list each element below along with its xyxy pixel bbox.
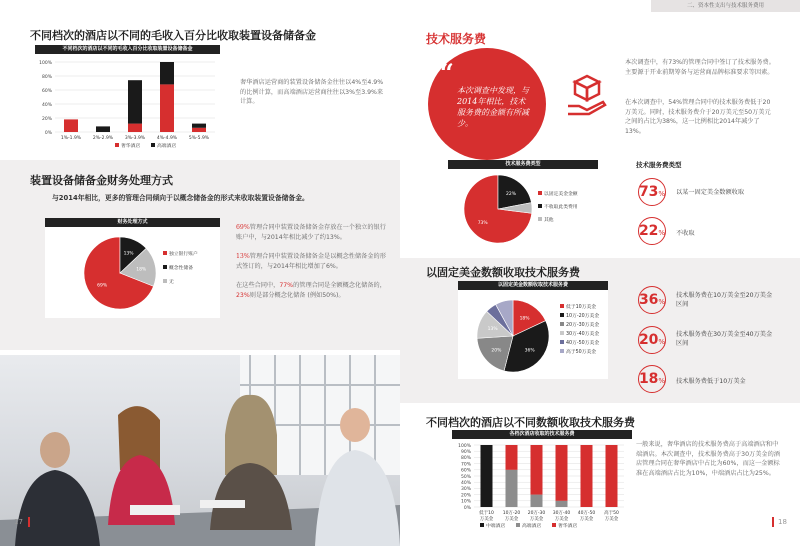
legend-swatch — [151, 143, 155, 147]
legend-label: 不收取此类费用 — [544, 205, 578, 210]
section4-title: 以固定美金数额收取技术服务费 — [426, 266, 580, 279]
y-tick-label: 20% — [460, 493, 471, 499]
legend-label: 独立银行账户 — [169, 252, 198, 257]
bar-奢华酒店 — [128, 124, 142, 132]
x-tick-label: 万美金 — [479, 517, 494, 522]
chart5-title: 各档次酒店收取的技术服务费 — [452, 430, 632, 439]
legend-swatch — [538, 191, 542, 195]
legend-swatch — [516, 523, 520, 527]
legend-label: 40万-50万美金 — [566, 341, 600, 346]
section1-text: 奢华酒店运营商的装置设备储备金往往以4%至4.9%的比例计算，而高端酒店运营商往往以3%至3.9%来计算。 — [240, 79, 384, 105]
x-tick-label: 万美金 — [529, 517, 544, 522]
badge-22-text: 不收取 — [676, 230, 695, 237]
legend-label: 20万-30万美金 — [566, 323, 600, 328]
bar-高端酒店 — [128, 80, 142, 123]
legend-swatch — [560, 331, 564, 335]
section3-p1: 本次调查中，有73%的管理合同中签订了技术服务费。主要源于开业前期筹备与运营商品牌标准要求等因素。 — [625, 59, 775, 76]
x-tick-label: 高于50 — [604, 511, 619, 516]
pie-value-label: 13% — [123, 251, 134, 257]
x-tick-label: 20万-30 — [527, 511, 546, 516]
x-tick-label: 低于10 — [479, 511, 494, 516]
y-tick-label: 20% — [41, 116, 52, 122]
legend-label: 无 — [169, 280, 174, 285]
section2-p2 — [236, 252, 386, 271]
bar-奢华酒店 — [606, 445, 618, 507]
page-number-right: 18 — [778, 518, 787, 526]
x-tick-label: 5%-5.9% — [188, 136, 210, 141]
y-tick-label: 80% — [41, 74, 52, 80]
chart3-title: 技术服务费类型 — [448, 160, 598, 169]
bar-奢华酒店 — [556, 445, 568, 501]
x-tick-label: 4%-4.9% — [156, 136, 178, 141]
legend-label: 奢华酒店 — [121, 144, 141, 149]
bar-奢华酒店 — [531, 445, 543, 495]
y-tick-label: 40% — [460, 481, 471, 486]
page-number-left: 17 — [14, 518, 23, 526]
office-photo-illustration — [0, 355, 400, 546]
x-tick-label: 万美金 — [504, 517, 519, 522]
chart2-title: 财务处理方式 — [45, 218, 220, 227]
x-tick-label: 2%-2.9% — [92, 136, 114, 141]
bar-高端酒店 — [506, 470, 518, 507]
bar-高端酒店 — [531, 495, 543, 507]
bar-高端酒店 — [556, 501, 568, 507]
section3-p2: 在本次调查中，54%管理合同中的技术服务费低于20万美元。同时，技术服务费介于20万美元至50万美元之间的占比为38%，这一比例相比2014年减少了13%。 — [625, 99, 771, 135]
legend-swatch — [163, 279, 167, 283]
page-marker-right — [772, 517, 774, 527]
y-tick-label: 30% — [460, 487, 471, 493]
badge-20-text: 技术服务费在30万美金至40万美金区间 — [676, 331, 773, 347]
x-tick-label: 1%-1.9% — [60, 136, 82, 141]
y-tick-label: 80% — [460, 456, 471, 462]
pie-value-label: 18% — [519, 316, 530, 322]
x-tick-label: 30万-40 — [552, 511, 571, 516]
badge-20-value: 20 — [638, 332, 659, 348]
chart2-svg — [45, 227, 220, 318]
legend-swatch — [538, 204, 542, 208]
bar-奢华酒店 — [64, 119, 78, 132]
legend-swatch — [552, 523, 556, 527]
legend-swatch — [560, 304, 564, 308]
pie-value-label: 13% — [487, 327, 498, 333]
p3-text-a: 在这些合同中， — [236, 282, 280, 289]
y-tick-label: 50% — [460, 474, 471, 480]
x-tick-label: 万美金 — [554, 517, 569, 522]
chart5-box — [452, 430, 632, 530]
section2-p1 — [236, 223, 386, 242]
badge-20 — [638, 326, 666, 354]
p3-number-2: 23% — [236, 291, 250, 299]
legend-label: 高端酒店 — [157, 144, 177, 149]
legend-label: 中端酒店 — [486, 524, 506, 529]
badge-36 — [638, 286, 666, 314]
chart4-title: 以固定美金数额收取技术服务费 — [458, 281, 608, 290]
quote-text: 本次调查中发现，与2014年相比，技术服务费的金额有所减少。 — [457, 86, 529, 128]
y-tick-label: 40% — [41, 102, 52, 108]
chart2-box — [45, 218, 220, 318]
badge-18-pct: % — [658, 377, 666, 385]
y-tick-label: 60% — [41, 88, 52, 94]
x-tick-label: 万美金 — [604, 517, 619, 522]
x-tick-label: 10万-20 — [502, 511, 521, 516]
bar-高端酒店 — [96, 126, 110, 132]
bar-高端酒店 — [160, 62, 174, 84]
pie-value-label: 18% — [136, 267, 147, 273]
legend-label: 奢华酒店 — [558, 524, 578, 529]
section2-p3 — [236, 281, 386, 300]
x-tick-label: 40万-50 — [577, 511, 596, 516]
badge-22-value: 22 — [638, 223, 659, 239]
p2-text: 管理合同中装置设备储备金是以概念性储备金的形式签订的，与2014年相比增加了6%。 — [236, 253, 386, 270]
p2-number: 13% — [236, 253, 250, 260]
legend-label: 概念性储备 — [169, 266, 193, 271]
y-tick-label: 100% — [458, 443, 471, 449]
badge-22 — [638, 217, 666, 245]
x-tick-label: 万美金 — [579, 517, 594, 522]
y-tick-label: 70% — [460, 462, 471, 468]
pie-value-label: 20% — [491, 348, 502, 354]
legend-swatch — [538, 217, 542, 221]
chart1-svg — [35, 54, 220, 150]
chart5-svg — [452, 439, 632, 530]
bar-高端酒店 — [192, 124, 206, 128]
quote-mark-icon: “ — [440, 58, 454, 87]
badge-18 — [638, 365, 666, 393]
p3-text-c: 则是部分概念化储备 (例如50%)。 — [249, 291, 345, 299]
section3-title: 技术服务费 — [426, 32, 487, 46]
chart1-title: 不同档次的酒店以不同的毛收入百分比收取装置设备储备金 — [35, 45, 220, 54]
legend-swatch — [560, 349, 564, 353]
x-tick-label: 3%-3.9% — [124, 136, 146, 141]
legend-label: 10万-20万美金 — [566, 314, 600, 319]
badge-36-text: 技术服务费在10万美金至20万美金区间 — [676, 292, 773, 308]
y-tick-label: 10% — [460, 499, 471, 505]
badge-73 — [638, 178, 666, 206]
y-tick-label: 90% — [460, 450, 471, 455]
badge-18-value: 18 — [638, 371, 659, 387]
y-tick-label: 0% — [44, 130, 52, 136]
pie-value-label: 69% — [97, 283, 108, 289]
badge-20-pct: % — [658, 338, 666, 346]
p1-text: 管理合同中装置设备储备金存放在一个独立的银行账户中，与2014年相比减少了约13%。 — [236, 224, 386, 241]
legend-label: 30万-40万美金 — [566, 332, 600, 337]
bar-奢华酒店 — [506, 445, 518, 470]
y-tick-label: 60% — [460, 468, 471, 474]
chart4-box — [458, 281, 608, 379]
section2-subtitle: 与2014年相比，更多的管理合同倾向于以概念储备金的形式来收取装置设备储备金。 — [52, 194, 309, 202]
chart1-box — [35, 45, 220, 150]
legend-swatch — [480, 523, 484, 527]
legend-swatch — [560, 322, 564, 326]
y-tick-label: 0% — [463, 505, 471, 511]
p3-number-1: 77% — [279, 282, 294, 289]
badge-36-value: 36 — [638, 292, 659, 308]
pie-value-label: 22% — [505, 191, 517, 197]
hand-box-icon — [565, 72, 609, 116]
section1-title: 不同档次的酒店以不同的毛收入百分比收取装置设备储备金 — [30, 29, 316, 42]
page-marker-left — [28, 517, 30, 527]
legend-swatch — [163, 265, 167, 269]
legend-swatch — [560, 340, 564, 344]
legend-swatch — [115, 143, 119, 147]
legend-label: 高于50万美金 — [566, 350, 597, 355]
p3-text-b: 的管理合同是全额概念化储备的， — [293, 282, 386, 289]
section5-title: 不同档次的酒店以不同数额收取技术服务费 — [426, 416, 635, 429]
bar-奢华酒店 — [160, 84, 174, 132]
section2-title: 装置设备储备金财务处理方式 — [30, 174, 173, 187]
section5-text: 一般来说，奢华酒店的技术服务费高于高端酒店和中端酒店。本次调查中，技术服务费高于30万美金的酒店管理合同在奢华酒店中占比为60%，而这一金额标准在高端酒店占比为10%，中端酒店占比为25%。 — [636, 441, 780, 477]
bar-中端酒店 — [481, 445, 493, 507]
badge-73-pct: % — [658, 190, 666, 198]
header-tab: 二、资本性支出与技术服务费用 — [651, 0, 800, 12]
pie-value-label: 36% — [524, 348, 535, 354]
right-page — [400, 0, 800, 546]
office-photo — [0, 355, 400, 546]
legend-label: 高端酒店 — [522, 524, 542, 529]
chart4-svg — [458, 290, 608, 379]
badge-22-pct: % — [658, 229, 666, 237]
pie-value-label: 73% — [477, 220, 488, 226]
y-tick-label: 100% — [39, 60, 52, 66]
badge-73-text: 以某一固定美金数额收取 — [676, 189, 745, 196]
p1-number: 69% — [236, 224, 250, 231]
legend-label: 以固定美金金额 — [544, 192, 578, 197]
chart3-box — [448, 160, 598, 246]
legend-label: 其他 — [544, 218, 554, 223]
chart3-svg — [448, 169, 598, 246]
bar-奢华酒店 — [581, 445, 593, 507]
bar-奢华酒店 — [192, 128, 206, 132]
badge-73-value: 73 — [638, 184, 659, 200]
badge-36-pct: % — [658, 298, 666, 306]
legend-label: 低于10万美金 — [566, 305, 597, 310]
legend-swatch — [163, 251, 167, 255]
badge-18-text: 技术服务费低于10万美金 — [676, 378, 746, 385]
legend-swatch — [560, 313, 564, 317]
section3-side-title: 技术服务费类型 — [636, 161, 682, 169]
